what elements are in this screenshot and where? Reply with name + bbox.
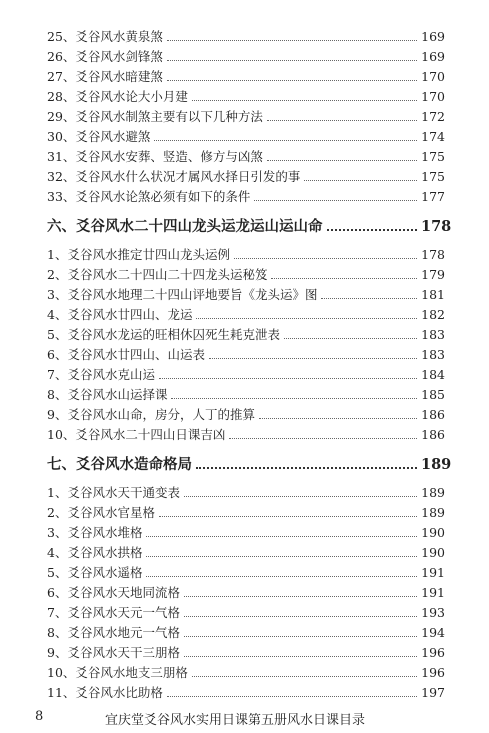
- leader-dots: [167, 30, 417, 41]
- entry-page: 170: [421, 69, 445, 84]
- entry-page: 178: [421, 247, 445, 262]
- leader-dots: [327, 217, 418, 231]
- entry-title: 8、爻谷风水地元一气格: [47, 625, 180, 640]
- leader-dots: [146, 566, 417, 577]
- toc-entry: [47, 89, 445, 105]
- entry-title: 4、爻谷风水拱格: [47, 545, 143, 560]
- leader-dots: [196, 455, 417, 469]
- entry-page: 190: [421, 545, 445, 560]
- entry-page: 196: [421, 665, 445, 680]
- leader-dots: [184, 586, 417, 597]
- entry-title: 8、爻谷风水山运择课: [47, 387, 168, 402]
- entry-title: 5、爻谷风水遥格: [47, 565, 143, 580]
- leader-dots: [159, 506, 417, 517]
- page-number: 8: [35, 709, 44, 724]
- entry-title: 10、爻谷风水地支三朋格: [47, 665, 188, 680]
- toc-entry: [47, 367, 445, 383]
- section-page: 189: [421, 456, 452, 473]
- leader-dots: [192, 666, 417, 677]
- leader-dots: [146, 546, 417, 557]
- entry-title: 1、爻谷风水天干通变表: [47, 485, 180, 500]
- entry-page: 177: [421, 189, 445, 204]
- toc-entry: [47, 267, 445, 283]
- entry-page: 182: [421, 307, 445, 322]
- entry-title: 29、爻谷风水制煞主要有以下几种方法: [47, 109, 263, 124]
- entry-title: 11、爻谷风水比助格: [47, 685, 163, 700]
- entry-title: 2、爻谷风水官星格: [47, 505, 155, 520]
- entry-title: 10、爻谷风水二十四山日课吉凶: [47, 427, 226, 442]
- toc-entry: [47, 149, 445, 165]
- entry-page: 190: [421, 525, 445, 540]
- leader-dots: [271, 268, 417, 279]
- entry-page: 197: [421, 685, 445, 700]
- entry-title: 26、爻谷风水剑锋煞: [47, 49, 163, 64]
- entry-page: 172: [421, 109, 445, 124]
- leader-dots: [184, 486, 417, 497]
- toc-entry: [47, 585, 445, 601]
- toc-entry: [47, 545, 445, 561]
- leader-dots: [171, 388, 417, 399]
- leader-dots: [159, 368, 417, 379]
- entry-page: 175: [421, 169, 445, 184]
- entry-title: 6、爻谷风水廿四山、山运表: [47, 347, 205, 362]
- entry-page: 186: [421, 407, 445, 422]
- entry-page: 189: [421, 505, 445, 520]
- toc-section-heading: [47, 455, 452, 475]
- toc-entry: [47, 307, 445, 323]
- entry-page: 169: [421, 49, 445, 64]
- entry-title: 9、爻谷风水山命，房分，人丁的推算: [47, 407, 255, 422]
- entry-title: 2、爻谷风水二十四山二十四龙头运秘笈: [47, 267, 268, 282]
- entry-page: 175: [421, 149, 445, 164]
- entry-page: 179: [421, 267, 445, 282]
- toc-entry: [47, 189, 445, 205]
- entry-page: 170: [421, 89, 445, 104]
- section-title: 六、爻谷风水二十四山龙头运龙运山运山命: [47, 218, 323, 235]
- toc-entry: [47, 665, 445, 681]
- entry-title: 3、爻谷风水地理二十四山评地要旨《龙头运》图: [47, 287, 318, 302]
- leader-dots: [254, 190, 417, 201]
- leader-dots: [196, 308, 417, 319]
- entry-page: 186: [421, 427, 445, 442]
- entry-page: 189: [421, 485, 445, 500]
- entry-title: 6、爻谷风水天地同流格: [47, 585, 180, 600]
- entry-title: 33、爻谷风水论煞必须有如下的条件: [47, 189, 251, 204]
- entry-page: 191: [421, 585, 445, 600]
- toc-entry: [47, 605, 445, 621]
- toc-entry: [47, 505, 445, 521]
- entry-title: 32、爻谷风水什么状况才属风水择日引发的事: [47, 169, 301, 184]
- leader-dots: [184, 646, 417, 657]
- entry-title: 28、爻谷风水论大小月建: [47, 89, 188, 104]
- entry-title: 25、爻谷风水黄泉煞: [47, 29, 163, 44]
- entry-page: 184: [421, 367, 445, 382]
- toc-entry: [47, 525, 445, 541]
- toc-entry: [47, 645, 445, 661]
- leader-dots: [267, 150, 417, 161]
- leader-dots: [209, 348, 417, 359]
- toc-entry: [47, 407, 445, 423]
- entry-page: 181: [421, 287, 445, 302]
- toc-entry: [47, 69, 445, 85]
- leader-dots: [184, 606, 417, 617]
- leader-dots: [167, 50, 417, 61]
- entry-title: 7、爻谷风水天元一气格: [47, 605, 180, 620]
- toc-entry: [47, 387, 445, 403]
- entry-page: 183: [421, 327, 445, 342]
- entry-title: 27、爻谷风水暗建煞: [47, 69, 163, 84]
- toc-entry: [47, 29, 445, 45]
- entry-page: 174: [421, 129, 445, 144]
- toc-entry: [47, 129, 445, 145]
- entry-page: 193: [421, 605, 445, 620]
- toc-entry: [47, 427, 445, 443]
- toc-section-heading: [47, 217, 452, 237]
- leader-dots: [167, 686, 417, 697]
- entry-title: 5、爻谷风水龙运的旺相休囚死生耗克泄表: [47, 327, 280, 342]
- entry-page: 191: [421, 565, 445, 580]
- leader-dots: [154, 130, 417, 141]
- entry-page: 196: [421, 645, 445, 660]
- running-footer-title: 宜庆堂爻谷风水实用日课第五册风水日课目录: [105, 713, 366, 728]
- entry-page: 194: [421, 625, 445, 640]
- leader-dots: [192, 90, 417, 101]
- leader-dots: [321, 288, 417, 299]
- toc-entry: [47, 247, 445, 263]
- toc-entry: [47, 169, 445, 185]
- entry-page: 185: [421, 387, 445, 402]
- entry-title: 7、爻谷风水克山运: [47, 367, 155, 382]
- entry-title: 4、爻谷风水廿四山、龙运: [47, 307, 193, 322]
- entry-page: 169: [421, 29, 445, 44]
- leader-dots: [146, 526, 417, 537]
- leader-dots: [229, 428, 417, 439]
- leader-dots: [259, 408, 417, 419]
- page-footer: [0, 709, 489, 729]
- section-title: 七、爻谷风水造命格局: [47, 456, 192, 473]
- section-page: 178: [421, 218, 452, 235]
- toc-entry: [47, 109, 445, 125]
- leader-dots: [184, 626, 417, 637]
- leader-dots: [304, 170, 417, 181]
- entry-title: 30、爻谷风水避煞: [47, 129, 151, 144]
- entry-page: 183: [421, 347, 445, 362]
- entry-title: 9、爻谷风水天干三朋格: [47, 645, 180, 660]
- leader-dots: [267, 110, 417, 121]
- toc-entry: [47, 685, 445, 701]
- entry-title: 3、爻谷风水堆格: [47, 525, 143, 540]
- entry-title: 1、爻谷风水推定廿四山龙头运例: [47, 247, 230, 262]
- toc-entry: [47, 565, 445, 581]
- toc-entry: [47, 347, 445, 363]
- toc-entry: [47, 287, 445, 303]
- toc-entry: [47, 485, 445, 501]
- toc-entry: [47, 49, 445, 65]
- leader-dots: [284, 328, 417, 339]
- leader-dots: [167, 70, 417, 81]
- toc-entry: [47, 625, 445, 641]
- leader-dots: [234, 248, 417, 259]
- toc-entry: [47, 327, 445, 343]
- entry-title: 31、爻谷风水安葬、竖造、修方与凶煞: [47, 149, 263, 164]
